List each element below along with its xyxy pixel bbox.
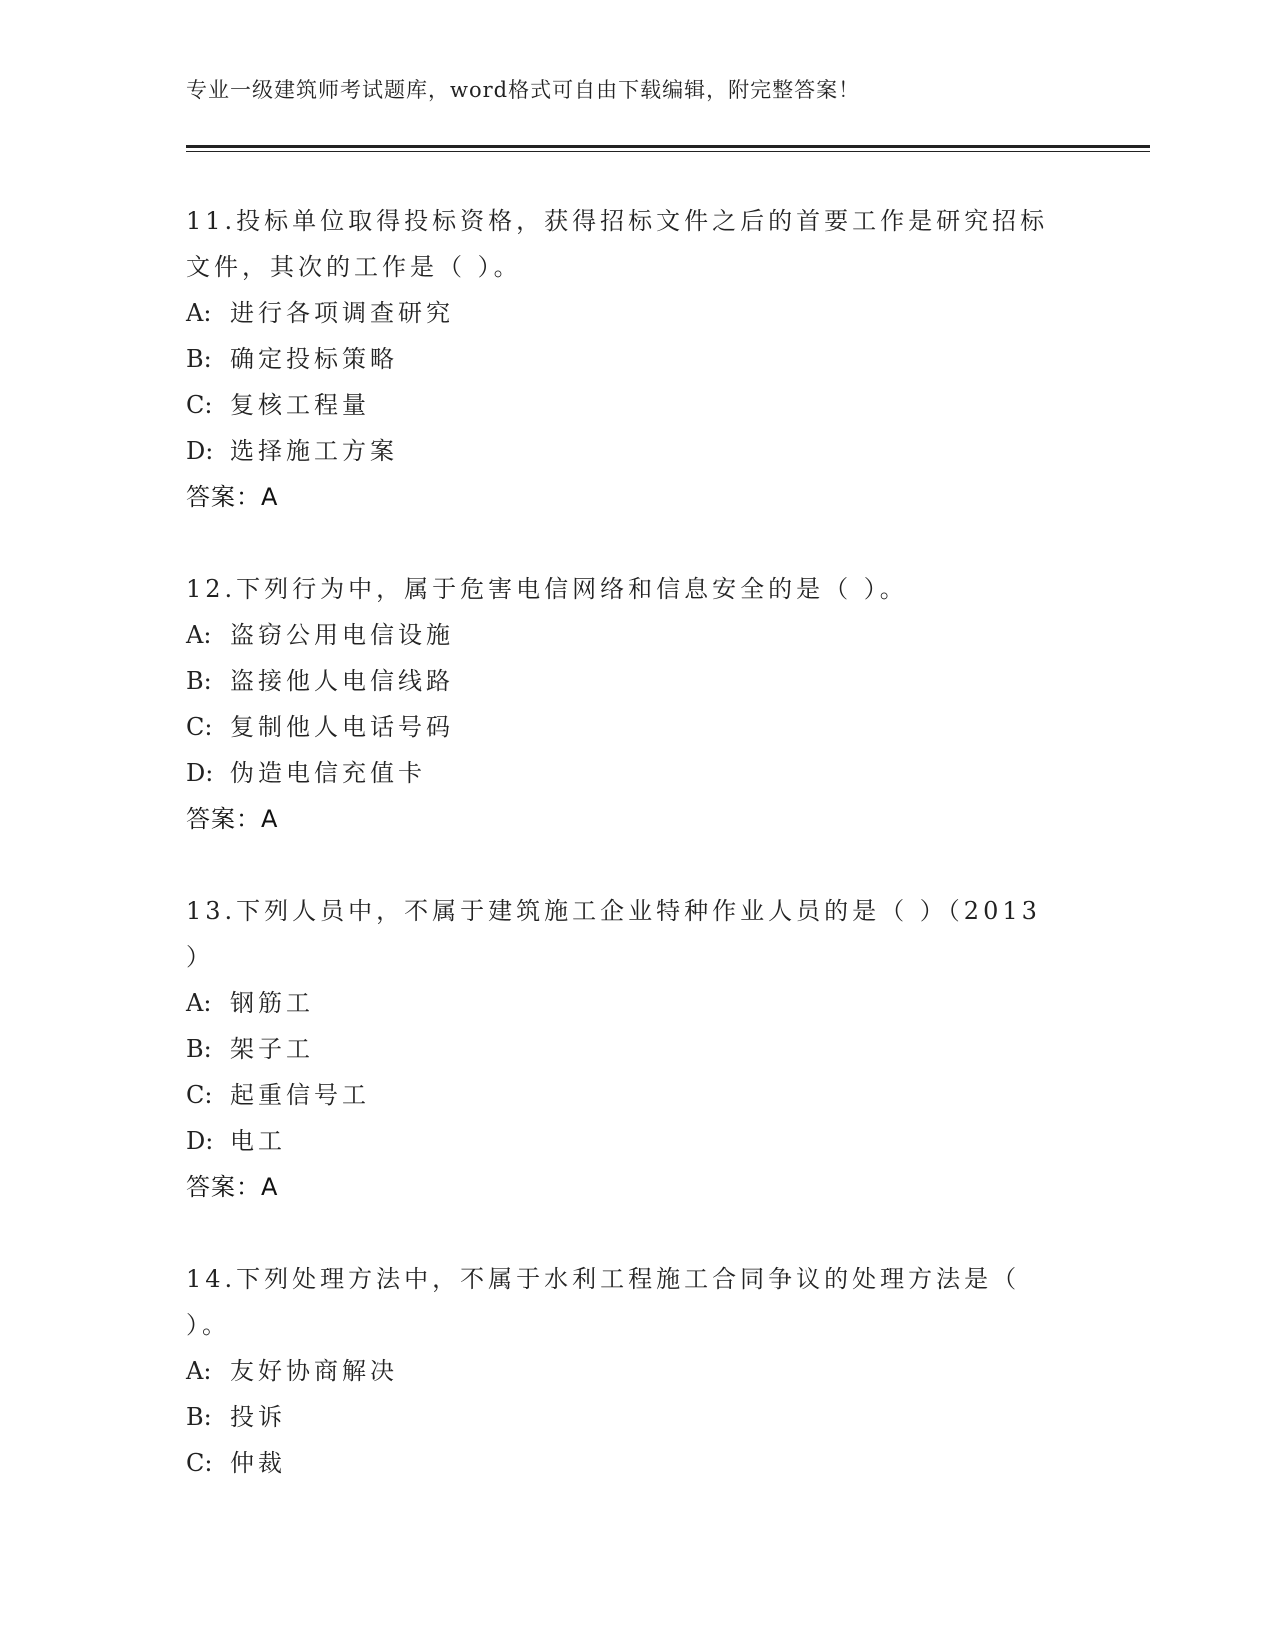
- answer: 答案：A: [186, 483, 279, 511]
- question-stem-line1: 13.下列人员中，不属于建筑施工企业特种作业人员的是（ ）（2013: [186, 897, 1041, 925]
- header-divider-thick: [186, 145, 1150, 148]
- question-stem-line2: 文件，其次的工作是（ ）。: [186, 253, 522, 281]
- question-13: [186, 888, 1086, 1210]
- question-stem-line2: ）。: [186, 1311, 230, 1339]
- option-b: B: 盗接他人电信线路: [186, 667, 454, 695]
- page-header: 专业一级建筑师考试题库，word格式可自由下载编辑，附完整答案！: [186, 78, 861, 102]
- option-b: B: 投诉: [186, 1403, 286, 1431]
- option-a: A: 进行各项调查研究: [186, 299, 454, 327]
- option-a: A: 钢筋工: [186, 989, 314, 1017]
- question-11: [186, 198, 1086, 520]
- question-stem-line1: 12.下列行为中，属于危害电信网络和信息安全的是（ ）。: [186, 575, 908, 603]
- option-c: C: 起重信号工: [186, 1081, 370, 1109]
- header-divider-thin: [186, 151, 1150, 152]
- option-a: A: 盗窃公用电信设施: [186, 621, 454, 649]
- option-c: C: 复制他人电话号码: [186, 713, 454, 741]
- option-c: C: 复核工程量: [186, 391, 370, 419]
- option-c: C: 仲裁: [186, 1449, 286, 1477]
- answer: 答案：A: [186, 1173, 279, 1201]
- question-stem-line1: 11.投标单位取得投标资格，获得招标文件之后的首要工作是研究招标: [186, 207, 1049, 235]
- option-b: B: 架子工: [186, 1035, 314, 1063]
- option-d: D: 伪造电信充值卡: [186, 759, 426, 787]
- option-a: A: 友好协商解决: [186, 1357, 398, 1385]
- question-12: [186, 566, 1086, 842]
- option-d: D: 电工: [186, 1127, 286, 1155]
- question-stem-line1: 14.下列处理方法中，不属于水利工程施工合同争议的处理方法是（: [186, 1265, 1021, 1293]
- option-b: B: 确定投标策略: [186, 345, 398, 373]
- question-14: [186, 1256, 1086, 1486]
- answer: 答案：A: [186, 805, 279, 833]
- option-d: D: 选择施工方案: [186, 437, 398, 465]
- question-stem-line2: ）: [186, 943, 214, 971]
